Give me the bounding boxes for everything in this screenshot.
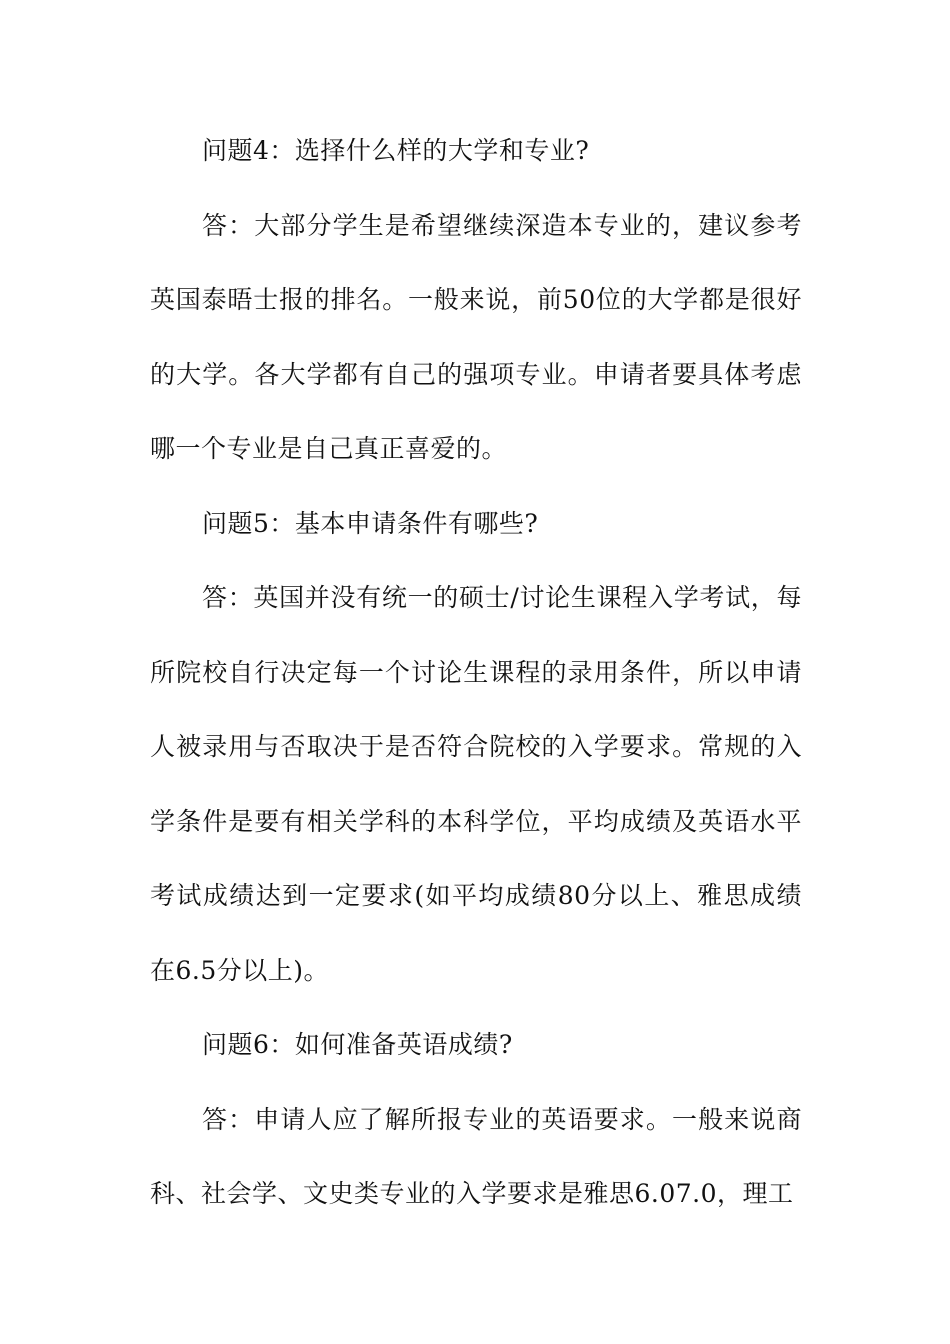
answer-5-paragraph: 答：英国并没有统一的硕士/讨论生课程入学考试，每所院校自行决定每一个讨论生课程的录用条件，所以申请人被录用与否取决于是否符合院校的入学要求。常规的入学条件是要有相关学科的本科学位，平均成绩及英语水平考试成绩达到一定要求(如平均成绩80分以上、雅思成绩在6.5分以上)。: [150, 583, 802, 985]
question-6-heading: 问题6：如何准备英语成绩?: [202, 1030, 513, 1059]
answer-6-paragraph: 答：申请人应了解所报专业的英语要求。一般来说商科、社会学、文史类专业的入学要求是雅思6.07.0，理工: [150, 1104, 802, 1208]
answer-4-paragraph: 答：大部分学生是希望继续深造本专业的，建议参考英国泰晤士报的排名。一般来说，前50位的大学都是很好的大学。各大学都有自己的强项专业。申请者要具体考虑哪一个专业是自己真正喜爱的。: [150, 210, 802, 463]
question-5-heading: 问题5：基本申请条件有哪些?: [202, 508, 539, 538]
question-4-heading: 问题4：选择什么样的大学和专业?: [202, 136, 590, 165]
document-body: [150, 114, 802, 1232]
